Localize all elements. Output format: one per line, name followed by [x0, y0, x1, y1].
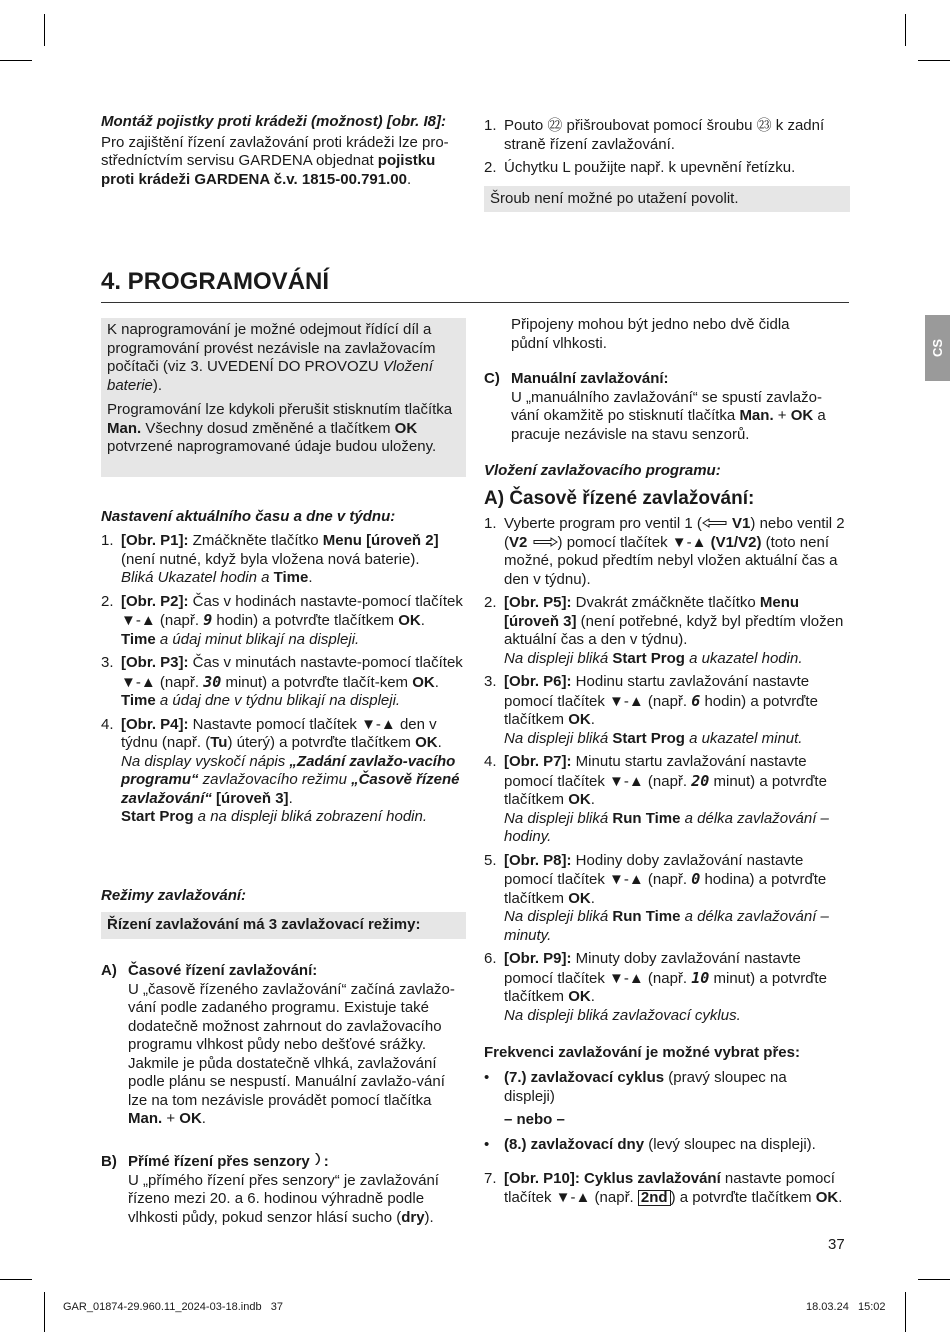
- text: a na displeji bliká zobrazení hodin.: [193, 808, 427, 825]
- mode-label: A): [101, 962, 117, 979]
- text: +: [162, 1110, 180, 1127]
- text: Hodinu startu zavlažování nastavte pomocí tlačítek ▼-▲ (např.: [504, 673, 810, 710]
- text: (není nutné, když byla vložena nová baterie).: [121, 550, 420, 568]
- lcd-value: 10: [691, 968, 710, 987]
- frequency-heading: Frekvenci zavlažování je možné vybrat přes:: [484, 1044, 800, 1061]
- text: hodin) a potvrďte tlačítkem: [212, 612, 399, 629]
- text: Start Prog: [121, 808, 194, 825]
- text: .: [288, 789, 293, 807]
- text: minut) a potvrďte tlačít-kem: [221, 673, 413, 691]
- list-item: [484, 515, 850, 589]
- text: K naprogramování je možné odejmout řídící díl a programování provést nezávisle na zavlažovacím počítači (viz 3. UVEDENÍ DO PROVOZU: [107, 321, 436, 375]
- text: Na displeji bliká: [504, 729, 613, 747]
- item-text: [504, 515, 850, 589]
- text: Start Prog: [612, 649, 685, 667]
- figure-ref: [Obr. P10]: Cyklus zavlažování: [504, 1170, 721, 1187]
- lcd-value: 20: [691, 771, 710, 790]
- text: (pravý sloupec na displeji): [504, 1069, 787, 1105]
- text: OK: [179, 1110, 202, 1127]
- bullet-text: [504, 1069, 804, 1106]
- crop-mark: [905, 1292, 906, 1332]
- text: OK: [412, 673, 435, 691]
- text: minut) a potvrďte tlačítkem: [504, 969, 827, 1006]
- text: ) a potvrďte tlačítkem: [670, 1188, 816, 1206]
- figure-ref: [Obr. P1]:: [121, 532, 189, 549]
- text: Všechny dosud změněné a tlačítkem: [141, 419, 395, 437]
- list-item: [484, 117, 850, 154]
- text: a údaj dne v týdnu blikají na displeji.: [155, 692, 401, 709]
- text: Pro zajištění řízení zavlažování proti krádeži lze pro-středníctvím servisu GARDENA objednat: [101, 133, 449, 169]
- text: Čas v hodinách nastavte-pomocí tlačítek ▼-▲ (např.: [121, 592, 463, 629]
- arrow-right-icon: [532, 534, 558, 553]
- sensor-icon: [314, 1152, 323, 1172]
- programming-info-box: [101, 318, 466, 477]
- text: zavlažovacího režimu: [198, 771, 352, 788]
- figure-ref: [Obr. P2]:: [121, 592, 189, 610]
- mode-text: [128, 981, 467, 1129]
- text: (8.) zavlažovací dny: [504, 1135, 645, 1153]
- list-item: [484, 1170, 850, 1207]
- text: +: [773, 407, 791, 424]
- item-text: [504, 594, 850, 668]
- lcd-value: 9: [203, 611, 213, 629]
- text: (V1/V2): [710, 533, 762, 551]
- program-heading: Vložení zavlažovacího programu:: [484, 462, 721, 479]
- list-item: [484, 753, 850, 847]
- modes-heading: Režimy zavlažování:: [101, 887, 247, 904]
- mode-text: [128, 1172, 467, 1228]
- text: U „manuálního zavlažování“ se spustí zavlažo-vání okamžitě po stisknutí tlačítka: [511, 388, 822, 424]
- text: V1: [732, 515, 751, 533]
- text: Programování lze kdykoli přerušit stisknutím tlačítka: [107, 401, 453, 418]
- figure-ref: [Obr. P7]:: [504, 753, 572, 771]
- text: Man.: [107, 419, 142, 437]
- list-item: [484, 852, 850, 946]
- crop-mark: [918, 60, 950, 61]
- text: ).: [424, 1208, 434, 1226]
- text: U „přímého řízení přes senzory“ je zavlažování řízeno mezi 20. a 6. hodinou výhradně podle vlhkosti půdy, pokud senzor hlásí sucho (: [128, 1171, 439, 1226]
- item-number: 3.: [484, 673, 497, 691]
- mode-title: Manuální zavlažování:: [511, 370, 669, 387]
- mode-label: B): [101, 1152, 117, 1170]
- list-item: [484, 673, 850, 748]
- program-step-7: [484, 1170, 850, 1212]
- text: .: [406, 170, 412, 188]
- text: Tu: [210, 734, 228, 751]
- text: .: [838, 1188, 843, 1206]
- theft-protection-block: [101, 113, 461, 189]
- item-text: Úchytku L použijte např. k upevnění řetízku.: [504, 159, 796, 176]
- item-text: [504, 673, 850, 748]
- item-number: 2.: [101, 592, 114, 610]
- program-steps: [484, 515, 850, 1030]
- item-text: [504, 1170, 850, 1207]
- text: hodina) a potvrďte tlačítkem: [504, 871, 827, 907]
- text: Vyberte program pro ventil 1 (: [504, 515, 702, 533]
- text: ) nebo ventil 2 (: [504, 515, 845, 551]
- mode-a: [101, 962, 467, 1129]
- item-number: 5.: [484, 851, 497, 869]
- text: „Zadání zavlažo-vacího programu“: [121, 752, 456, 788]
- bullet: •: [484, 1135, 490, 1153]
- list-item: [484, 950, 850, 1025]
- text: OK: [568, 988, 591, 1006]
- modes-bar: Řízení zavlažování má 3 zavlažovací režimy:: [101, 912, 466, 939]
- text: :: [323, 1152, 329, 1170]
- text: OK: [568, 711, 591, 729]
- text: Menu [úroveň 2]: [322, 532, 439, 549]
- text: Na displeji bliká: [504, 649, 613, 667]
- item-text: [504, 950, 850, 1025]
- text: a pracuje nezávisle na stavu senzorů.: [511, 407, 826, 443]
- text: Time: [121, 630, 156, 648]
- info-paragraph: [107, 401, 460, 457]
- item-text: [504, 753, 850, 847]
- text: potvrzené naprogramované údaje budou uloženy.: [107, 438, 437, 455]
- text: Na displeji bliká: [504, 809, 613, 827]
- text: V2: [509, 533, 528, 551]
- figure-ref: [Obr. P4]:: [121, 715, 189, 733]
- time-setting-heading: Nastavení aktuálního času a dne v týdnu:: [101, 508, 396, 525]
- text: a ukazatel minut.: [684, 729, 803, 747]
- program-subheading: A) Časově řízené zavlažování:: [484, 488, 755, 509]
- crop-mark: [918, 1279, 950, 1280]
- lcd-box-value: 2nd: [638, 1190, 671, 1206]
- text: (7.) zavlažovací cyklus: [504, 1069, 665, 1086]
- section-title: 4. PROGRAMOVÁNÍ: [101, 268, 330, 295]
- screw-note: Šroub není možné po utažení povolit.: [484, 186, 850, 212]
- text: hodin) a potvrďte tlačítkem: [504, 692, 818, 729]
- text: (levý sloupec na displeji).: [644, 1135, 816, 1153]
- text: Vložení baterie: [107, 358, 433, 394]
- text: „Časově řízené zavlažování“: [121, 771, 460, 807]
- item-number: 7.: [484, 1170, 497, 1187]
- crop-mark: [0, 60, 32, 61]
- item-number: 4.: [101, 715, 114, 733]
- crop-mark: [44, 1292, 45, 1332]
- time-setting-steps: [101, 532, 467, 832]
- text: OK: [415, 734, 438, 751]
- text: OK: [815, 1188, 839, 1206]
- text: Na displeji bliká: [504, 908, 613, 926]
- text: .: [308, 569, 313, 586]
- mode-b: [101, 1152, 467, 1227]
- lcd-value: 6: [691, 691, 701, 710]
- text: Minutu startu zavlažování nastavte pomocí tlačítek ▼-▲ (např.: [504, 753, 807, 790]
- text: OK: [394, 419, 418, 437]
- mode-label: C): [484, 370, 500, 387]
- frequency-options: [484, 1069, 844, 1154]
- text: .: [201, 1110, 206, 1127]
- mounting-steps: [484, 117, 850, 183]
- item-text: [121, 654, 467, 711]
- figure-ref: [Obr. P3]:: [121, 654, 189, 671]
- text: Man.: [739, 407, 774, 424]
- item-text: [121, 532, 467, 588]
- list-item: [101, 716, 467, 827]
- text: Čas v minutách nastavte-pomocí tlačítek ▼-▲ (např.: [121, 654, 463, 691]
- text: ) úterý) a potvrďte tlačítkem: [227, 734, 416, 751]
- text: [úroveň 3]: [211, 789, 289, 807]
- text: Man.: [128, 1110, 163, 1127]
- item-number: 1.: [484, 117, 497, 134]
- text: OK: [790, 407, 814, 424]
- text: Dvakrát zmáčkněte tlačítko: [571, 594, 760, 612]
- text: OK: [568, 889, 591, 907]
- item-number: 2.: [484, 594, 497, 612]
- text: Time: [121, 692, 156, 709]
- list-item: [484, 159, 850, 178]
- mode-text: [511, 389, 850, 445]
- text: Minuty doby zavlažování nastavte pomocí tlačítek ▼-▲ (např.: [504, 950, 801, 987]
- text: ) pomocí tlačítek ▼-▲: [557, 533, 711, 551]
- part-number: pojistku proti krádeži GARDENA č.v. 1815-00.791.00: [101, 152, 436, 188]
- text: OK: [398, 612, 421, 629]
- text: Nastavte pomocí tlačítek ▼-▲ den v týdnu (např. (: [121, 715, 437, 751]
- crop-mark: [44, 14, 45, 46]
- mode-title: Časové řízení zavlažování:: [128, 962, 318, 979]
- lcd-value: 0: [691, 870, 701, 889]
- text: a údaj minut blikají na displeji.: [155, 630, 360, 648]
- item-text: [121, 716, 467, 827]
- text: Start Prog: [612, 729, 685, 747]
- text: dry: [401, 1208, 425, 1226]
- item-number: 1.: [101, 532, 114, 549]
- page-number: 37: [828, 1236, 845, 1253]
- list-item: [101, 532, 467, 588]
- item-text: [504, 852, 850, 946]
- text: a délka zavlažování – hodiny.: [504, 809, 829, 846]
- text: Time: [273, 569, 309, 586]
- text: Hodiny doby zavlažování nastavte pomocí tlačítek ▼-▲ (např.: [504, 851, 804, 889]
- text: (není potřebné, když byl předtím vložen aktuální čas a den v týdnu).: [504, 612, 844, 649]
- text: a délka zavlažování – minuty.: [504, 908, 829, 944]
- info-paragraph: [107, 321, 460, 395]
- text: .: [590, 711, 595, 729]
- list-item: [101, 654, 467, 711]
- section-rule: [101, 302, 849, 303]
- item-text: Pouto ㉒ přišroubovat pomocí šroubu ㉓ k zadní straně řízení zavlažování.: [504, 117, 825, 153]
- text: Run Time: [612, 809, 681, 827]
- theft-protection-heading: Montáž pojistky proti krádeži (možnost) [obr. I8]:: [101, 113, 447, 130]
- figure-ref: [Obr. P6]:: [504, 673, 572, 691]
- item-text: [121, 593, 467, 650]
- footer-file: GAR_01874-29.960.11_2024-03-18.indb 37: [63, 1301, 283, 1313]
- text: minut) a potvrďte tlačítkem: [504, 772, 827, 809]
- text: .: [590, 889, 595, 907]
- item-number: 1.: [484, 515, 497, 532]
- crop-mark: [0, 1279, 32, 1280]
- text: .: [437, 734, 442, 751]
- bullet-text: [504, 1136, 816, 1155]
- language-tab: [925, 315, 950, 381]
- text: U „časově řízeného zavlažování“ začíná zavlažo-vání podle zadaného programu. Existuje také dodatečně možnost zahrnout do zavlažovacího programu vlhkost půdy nebo dešťové srážky. Jakmile je půda dostatečně vlhká, zavlažování podle plánu se nespustí. Manuální zavlažo-vání lze na tom nezávisle provádět pomocí tlačítka: [128, 980, 455, 1109]
- text: .: [434, 673, 439, 691]
- text: Na displeji bliká zavlažovací cyklus.: [504, 1006, 741, 1024]
- figure-ref: [Obr. P5]:: [504, 594, 572, 612]
- bullet: •: [484, 1069, 490, 1086]
- lcd-value: 30: [203, 672, 222, 691]
- language-tab-label: CS: [929, 338, 945, 358]
- text: (toto není možné, pokud předtím nebyl vložen aktuální čas a den v týdnu).: [504, 533, 838, 588]
- text: nastavte pomocí tlačítek ▼-▲ (např.: [504, 1170, 835, 1206]
- text: Menu [úroveň 3]: [504, 594, 800, 630]
- item-number: 3.: [101, 654, 114, 671]
- text: Zmáčkněte tlačítko: [188, 532, 323, 549]
- text: .: [590, 988, 595, 1006]
- mode-title: Přímé řízení přes senzory: [128, 1152, 310, 1170]
- list-item: [101, 593, 467, 650]
- item-number: 6.: [484, 950, 497, 968]
- text: ).: [152, 376, 163, 394]
- item-number: 4.: [484, 753, 497, 771]
- text: .: [590, 791, 595, 809]
- list-item: [484, 594, 850, 668]
- text: Bliká Ukazatel hodin a: [121, 569, 274, 586]
- figure-ref: [Obr. P8]:: [504, 851, 572, 869]
- text: Run Time: [612, 908, 681, 926]
- text: Na display vyskočí nápis: [121, 752, 290, 770]
- theft-protection-text: [101, 134, 461, 190]
- item-number: 2.: [484, 159, 497, 176]
- mode-b-continued: Připojeny mohou být jedno nebo dvě čidla půdní vlhkosti.: [511, 316, 790, 352]
- or-separator: – nebo –: [504, 1111, 565, 1128]
- text: a ukazatel hodin.: [684, 649, 803, 667]
- figure-ref: [Obr. P9]:: [504, 950, 572, 968]
- text: OK: [568, 791, 591, 809]
- text: .: [420, 612, 425, 629]
- crop-mark: [905, 14, 906, 46]
- mode-c: [484, 370, 850, 444]
- arrow-left-icon: [702, 515, 728, 534]
- footer-date: 18.03.24 15:02: [806, 1301, 886, 1313]
